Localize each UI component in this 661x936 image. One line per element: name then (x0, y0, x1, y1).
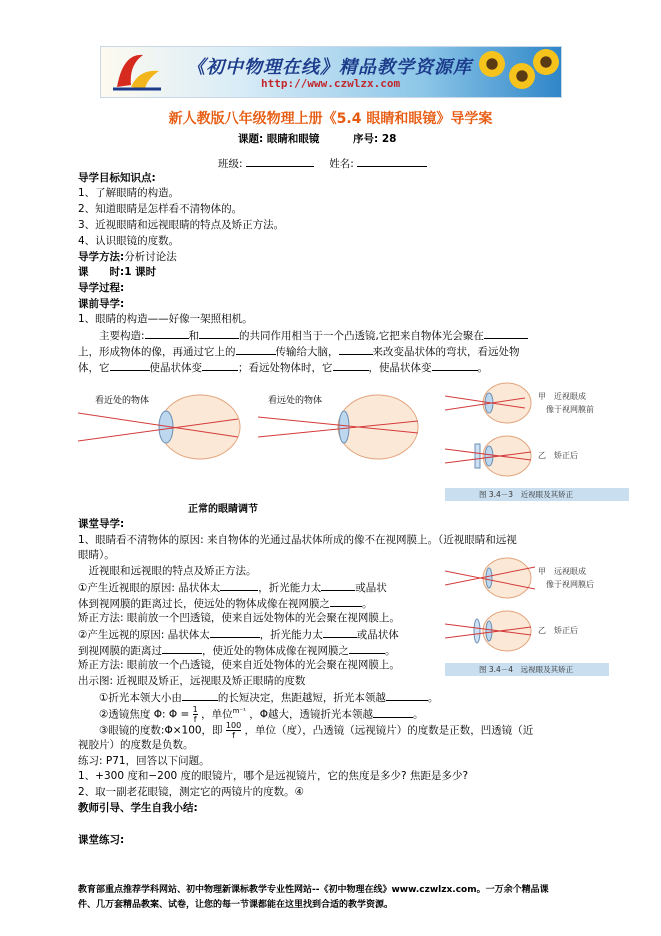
near-label: 看近处的物体 (95, 396, 150, 406)
summary-heading: 教师引导、学生自我小结: (78, 802, 198, 814)
myopia-label-a2: 像于视网膜前 (546, 405, 594, 414)
pre-line-1: 1、眼睛的构造——好像一架照相机。 (78, 313, 253, 325)
class-line-9: 矫正方法: 眼前放一个凸透镜，使来自近处物体的光会聚在视网膜上。 (78, 659, 400, 671)
hyperopia-caption: 图 3.4－4 远视眼及其矫正 (445, 663, 609, 676)
practice-line-3: 2、取一副老花眼镜，测定它的两镜片的度数。④ (78, 786, 305, 798)
footer-note (78, 883, 598, 913)
footer-line-1: 教育部重点推荐学科网站、初中物理新课标教学专业性网站--《初中物理在线》www.czwlzx.com。一万余个精品课 (78, 885, 549, 895)
class-line-10: 出示图: 近视眼及矫正，远视眼及矫正眼睛的度数 (78, 675, 306, 687)
class-line-4: ①产生近视眼的原因: 晶状体太 ，折光能力太 或晶状 (78, 579, 387, 595)
fraction-1-over-f: $\frac{1}{f}$ (192, 705, 198, 724)
hyperopia-label-a2: 像于视网膜后 (546, 580, 594, 589)
sunflower-icon (479, 51, 505, 77)
class-line-5: 体到视网膜的距离过长，使远处的物体成像在视网膜之 。 (78, 595, 373, 611)
class-line-11: ①折光本领大小由 的长短决定，焦距越短，折光本领越 。 (78, 689, 438, 705)
doc-title: 新人教版八年级物理上册《5.4 眼睛和眼镜》导学案 (168, 111, 493, 127)
myopia-label-b: 乙 矫正后 (538, 451, 578, 460)
class-label: 班级: (218, 158, 243, 170)
footer-line-2: 件、几万套精品教案、试卷，让您的每一节课都能在这里找到合适的教学资源。 (78, 900, 394, 910)
process-heading: 导学过程: (78, 282, 125, 294)
class-line-12: ②透镜焦度 Φ: Φ = $\frac{1}{f}$ ，单位$^{m^{-1}}$ ，Φ越大，透镜折光本领越 。 (78, 705, 424, 724)
goals-heading: 导学目标知识点: (78, 172, 156, 184)
site-logo (109, 49, 165, 93)
practice-line-2: 1、+300 度和−200 度的眼镜片，哪个是远视镜片，它的焦度是多少? 焦距是多少? (78, 770, 469, 782)
fraction-100-over-f: $\frac{100}{f}$ (225, 721, 242, 740)
method-line: 导学方法:分析讨论法 (78, 251, 177, 263)
figure-caption: 正常的眼睛调节 (188, 504, 258, 515)
exercise-heading: 课堂练习: (78, 834, 125, 846)
class-line-8: 到视网膜的距离过 ，使近处的物体成像在视网膜之 。 (78, 642, 396, 658)
pre-line-4: 体，它 使晶状体变 ；看远处物体时，它 ，使晶状体变 。 (78, 359, 488, 375)
subject-label: 课题: 眼睛和眼镜 (238, 133, 320, 145)
class-line-7: ②产生远视的原因: 晶状体太 ，折光能力太 或晶状体 (78, 626, 399, 642)
name-blank[interactable] (357, 155, 427, 167)
myopia-label-a: 甲 近视眼成 (538, 392, 586, 401)
class-heading: 课堂导学: (78, 518, 125, 530)
banner-title: 《初中物理在线》精品教学资源库 (187, 57, 472, 78)
goal-item: 3、近视眼睛和远视眼睛的特点及矫正方法。 (78, 219, 285, 231)
site-banner (100, 46, 562, 98)
pre-line-3: 上，形成物体的像，再通过它上的 传输给大脑， 来改变晶状体的弯状，看远处物 (78, 343, 520, 359)
class-line-13: ③眼镜的度数:Φ×100，即 $\frac{100}{f}$ ，单位（度），凸透镜（远视镜片）的度数是正数，凹透镜（近 (78, 721, 534, 740)
serial-label: 序号: 28 (353, 133, 397, 145)
class-field (218, 155, 427, 171)
class-line-2: 眼睛）。 (78, 549, 115, 561)
class-line-14: 视胶片）的度数是负数。 (78, 739, 194, 751)
class-line-6: 矫正方法: 眼前放一个凹透镜，使来自远处物体的光会聚在视网膜上。 (78, 612, 400, 624)
goal-item: 1、了解眼睛的构造。 (78, 187, 180, 199)
pre-heading: 课前导学: (78, 298, 125, 310)
hours-line: 课 时:1 课时 (78, 266, 157, 278)
class-line-1: 1、眼睛看不清物体的原因: 来自物体的光通过晶状体所成的像不在视网膜上。（近视眼睛和远视 (78, 534, 517, 546)
myopia-caption: 图 3.4－3 近视眼及其矫正 (445, 488, 629, 501)
class-blank[interactable] (246, 155, 314, 167)
pre-line-2: 主要构造: 和 的共同作用相当于一个凸透镜,它把来自物体光会聚在 (78, 327, 528, 343)
far-label: 看远处的物体 (268, 396, 323, 406)
sunflower-icon (509, 63, 535, 89)
class-line-3: 近视眼和远视眼的特点及矫正方法。 (78, 565, 257, 577)
hyperopia-label-a: 甲 远视眼成 (538, 567, 586, 576)
goal-item: 4、认识眼镜的度数。 (78, 235, 180, 247)
goal-item: 2、知道眼睛是怎样看不清物体的。 (78, 203, 243, 215)
name-label: 姓名: (329, 158, 354, 170)
banner-url[interactable]: http://www.czwlzx.com (261, 77, 401, 90)
hyperopia-label-b: 乙 矫正后 (538, 626, 578, 635)
practice-line-1: 练习: P71，回答以下问题。 (78, 755, 210, 767)
sunflower-icon (533, 49, 559, 75)
